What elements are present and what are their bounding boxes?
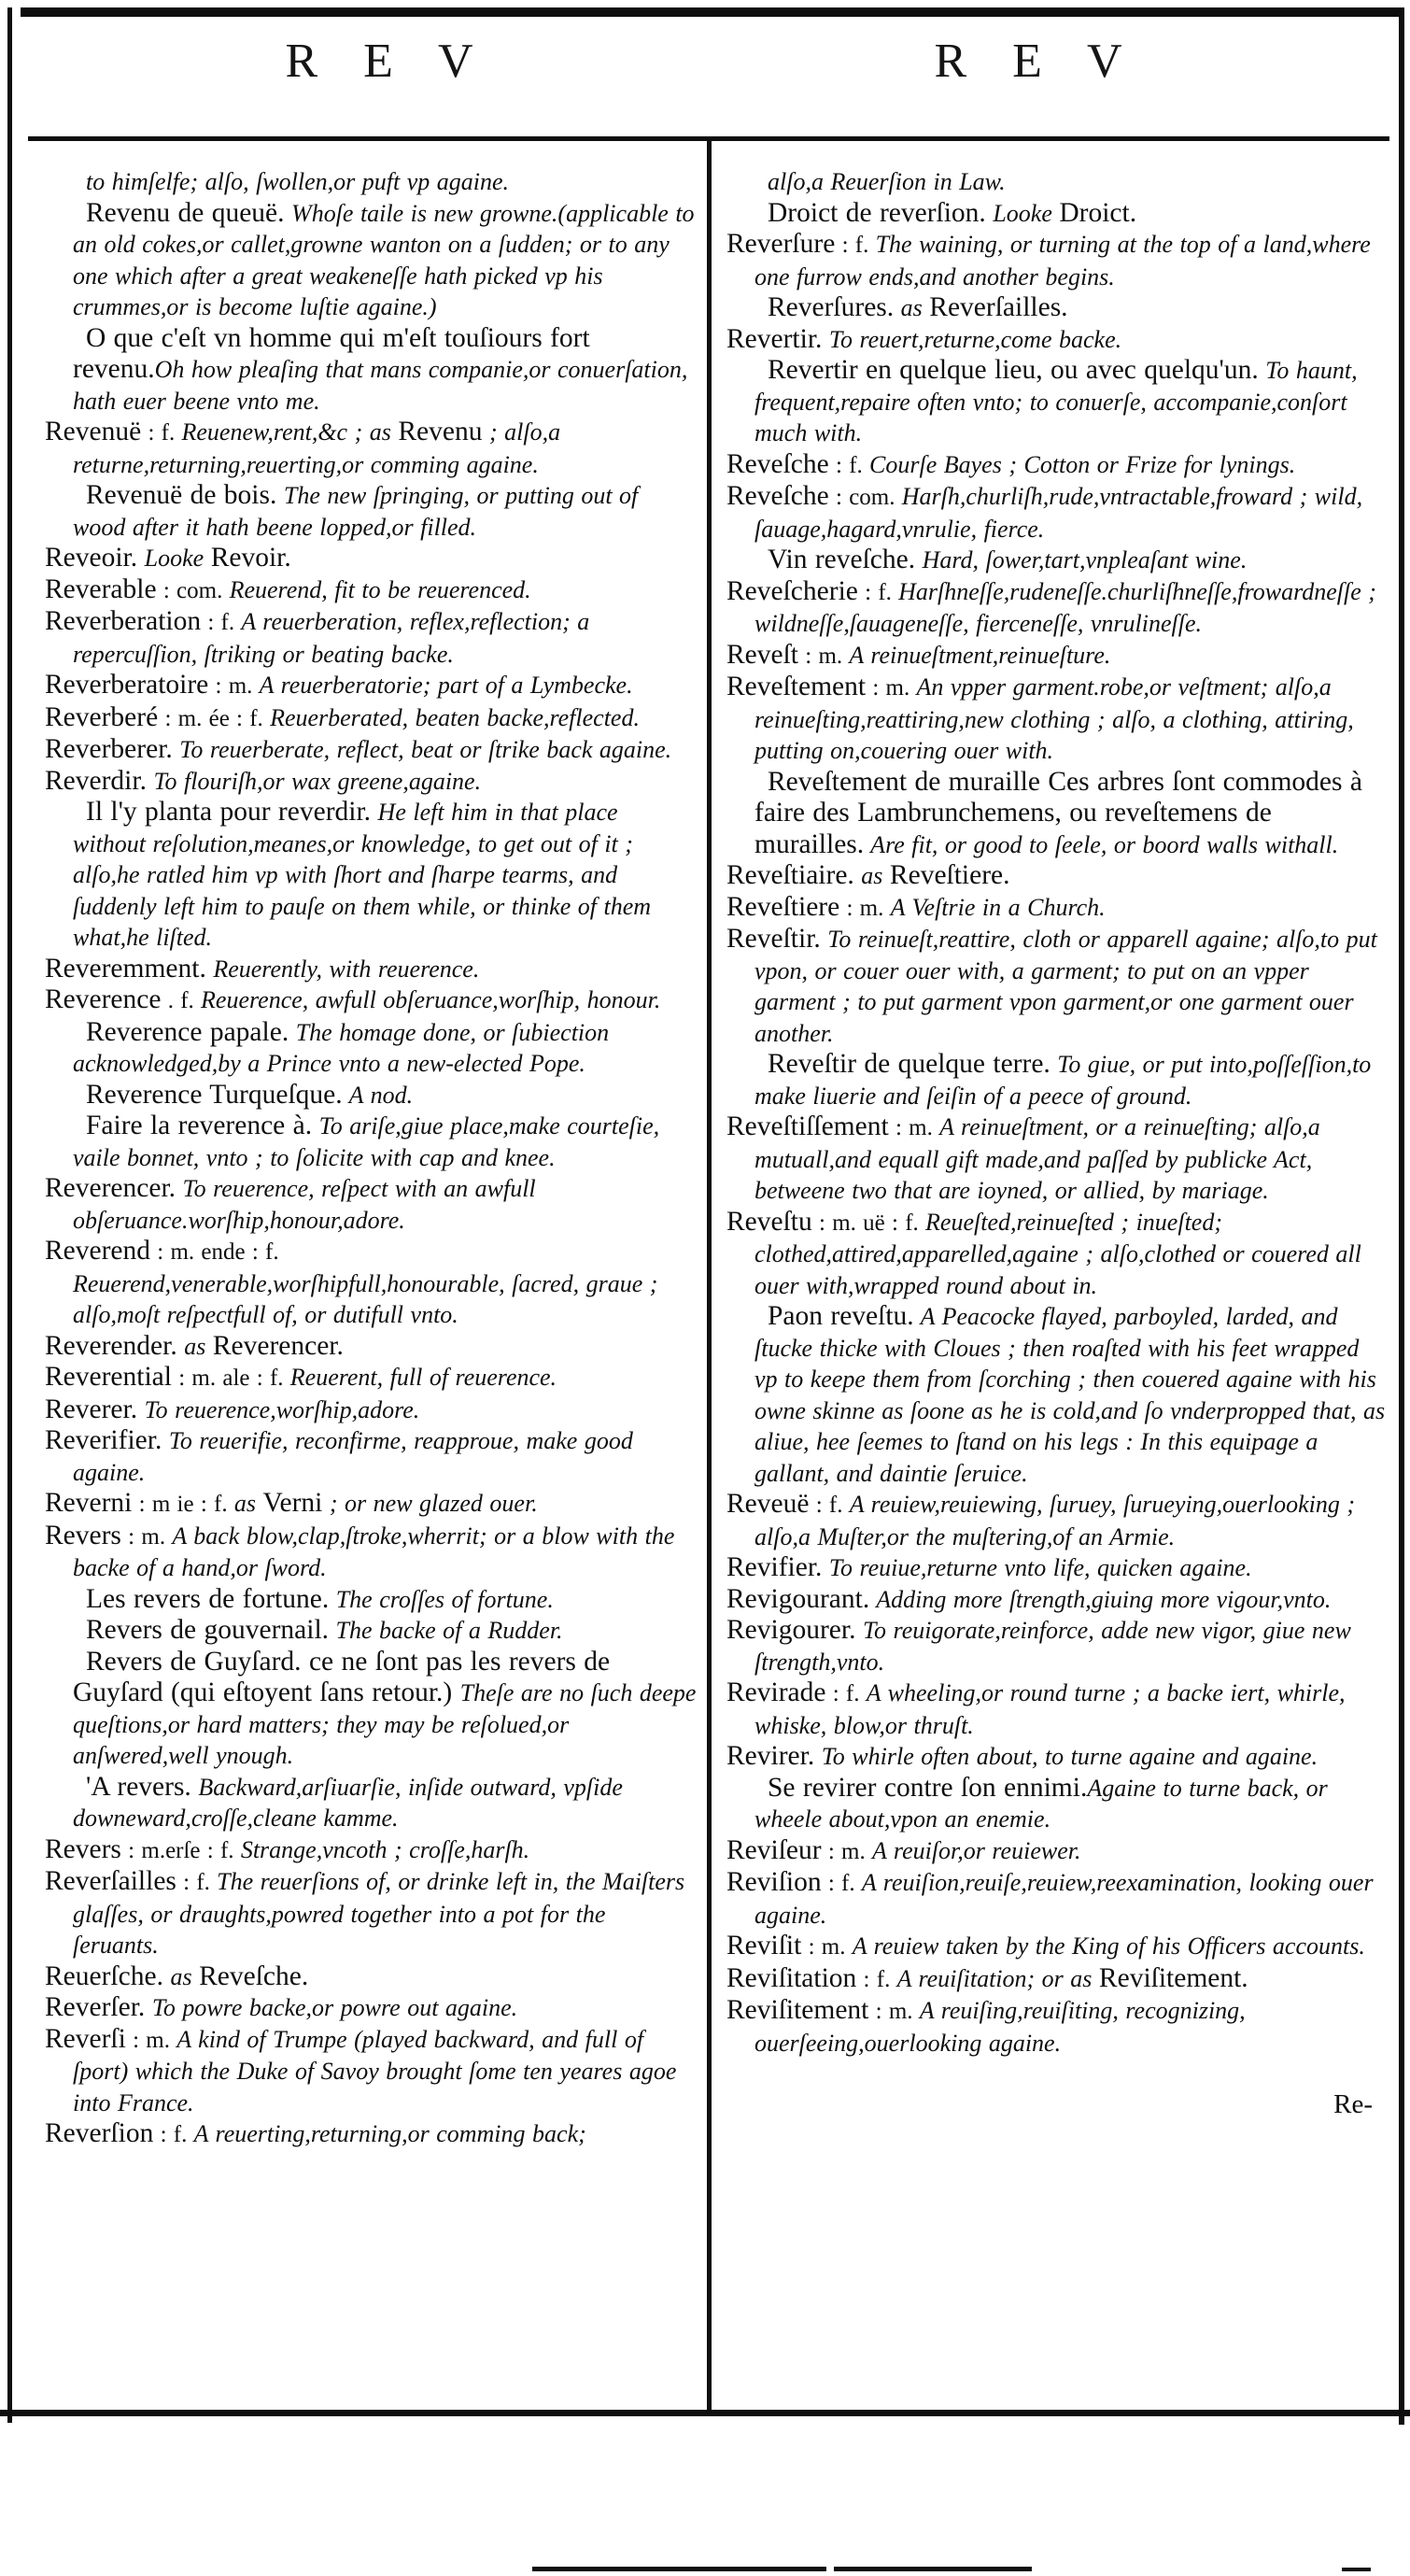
entry-segment: Reuerberated, beaten backe,reflected. <box>270 703 640 731</box>
entry-segment: To flouriſh,or wax greene,againe. <box>146 767 482 795</box>
dictionary-entry <box>726 545 1386 576</box>
entry-segment: ; alſo,a returne,returning,reuerting,or comming againe. <box>73 418 561 478</box>
dictionary-entry <box>45 1521 697 1584</box>
entry-segment: : m. <box>125 2027 177 2053</box>
entry-segment: Reveſtement <box>726 672 867 701</box>
entry-segment: Reviſit <box>726 1931 802 1960</box>
entry-segment: Reverſure <box>726 229 836 259</box>
entry-segment: Reuenew,rent,&c ; as <box>181 418 399 446</box>
entry-segment: Reverſures. <box>768 292 895 322</box>
entry-segment: Revenuë <box>45 417 142 446</box>
dictionary-entry <box>726 1835 1386 1868</box>
entry-segment: Are fit, or good to ſeele, or boord walls withall. <box>864 830 1339 858</box>
entry-segment: A Peacocke flayed, parboyled, larded, and ſtucke thicke with Cloues ; then roaſted with his feet wrapped vp to keepe them from ſcorching ; then couered againe with his owne skinne as ſoone as he is cold,and ſo vnderpropped that, as aliue, hee ſeemes to ſtand on his legs : In this equipage a gallant, and daintie ſeruice. <box>754 1303 1386 1487</box>
entry-segment: : com. <box>156 577 230 603</box>
entry-segment: Reverence <box>45 984 162 1014</box>
entry-segment: A back blow,clap,ſtroke,wherrit; or a blow with the backe of a hand,or ſword. <box>73 1522 675 1581</box>
right-border <box>1399 13 1404 2425</box>
dictionary-entry <box>45 1425 697 1488</box>
dictionary-entry <box>45 797 697 954</box>
entry-segment: Reveſtiaire. <box>726 860 854 890</box>
entry-segment: Revers <box>45 1833 121 1864</box>
entry-segment: Reverberatoire <box>45 670 209 700</box>
entry-segment: Revers de gouvernail. <box>86 1615 330 1645</box>
entry-segment: Revirer. <box>726 1741 815 1771</box>
entry-segment: Revers <box>45 1520 121 1550</box>
entry-segment: : m. <box>120 1523 173 1550</box>
entry-segment: : m. <box>839 895 891 921</box>
entry-segment: Vin reveſche. <box>768 545 916 574</box>
dictionary-entry <box>726 1207 1386 1302</box>
dictionary-entry <box>726 1677 1386 1741</box>
dictionary-entry <box>45 1647 697 1772</box>
entry-segment: Reveſtir de quelque terre. <box>768 1049 1050 1079</box>
entry-segment: : m. ende : f. <box>150 1239 279 1265</box>
entry-segment: : f. <box>201 610 242 635</box>
entry-segment: Theſe are no ſuch deepe queſtions,or hard matters; they may be reſolued,or anſwered,well ynough. <box>73 1679 697 1769</box>
dictionary-entry <box>726 1301 1386 1489</box>
dictionary-entry <box>726 1489 1386 1552</box>
dictionary-entry <box>45 954 697 985</box>
entry-segment: Reuerſche. <box>45 1960 163 1991</box>
entry-segment: : f. <box>153 2122 194 2147</box>
entry-segment: A kind of Trumpe (played backward, and full of ſport) which the Duke of Savoy brought ſome ten yeares agoe into France. <box>73 2025 677 2116</box>
entry-segment: A reuiſing,reuiſiting, recognizing, ouerſeeing,ouerlooking againe. <box>754 1997 1246 2057</box>
scan-artifact-line <box>532 2567 826 2571</box>
entry-segment: To reuert,returne,come backe. <box>822 325 1122 353</box>
top-rule <box>21 7 1404 17</box>
dictionary-entry <box>45 1866 697 1961</box>
entry-segment: Faire la reverence à. <box>86 1111 313 1140</box>
dictionary-entry <box>45 323 697 418</box>
entry-segment: : f. <box>809 1493 850 1518</box>
scan-artifact-line <box>1342 2568 1371 2571</box>
dictionary-entry <box>726 1963 1386 1996</box>
entry-segment: Reveſche <box>726 448 829 479</box>
dictionary-entry <box>726 481 1386 545</box>
entry-segment: as <box>162 1962 200 1990</box>
entry-segment: : m. <box>888 1115 940 1140</box>
entry-segment: Reveſche <box>726 481 829 511</box>
entry-segment: Les revers de fortune. <box>86 1583 330 1614</box>
entry-segment: A wheeling,or round turne ; a backe iert, whirle, whiske, blow,or thruſt. <box>754 1679 1346 1739</box>
entry-segment: A reinueſtment, or a reinueſting; alſo,a mutuall,and equall gift made,and paſſed by publicke Act, betweene two that are ioyned, or allied, by mariage. <box>754 1113 1320 1204</box>
entry-segment: Strange,vncoth ; croſſe,harſh. <box>240 1835 530 1863</box>
entry-segment: as <box>894 294 930 321</box>
running-head-right: R E V <box>934 35 1139 88</box>
dictionary-entry <box>726 860 1386 892</box>
entry-segment: Reueſted,reinueſted ; inueſted; clothed,attired,apparelled,againe ; alſo,clothed or couered all ouer with,wrapped round about in. <box>754 1208 1361 1299</box>
entry-segment: Reverencer. <box>45 1173 176 1203</box>
entry-segment: Backward,arſiuarſie, inſide outward, vpſide downeward,croſſe,cleane kamme. <box>73 1773 623 1832</box>
dictionary-entry <box>726 1111 1386 1207</box>
dictionary-entry <box>45 1362 697 1394</box>
dictionary-entry <box>726 324 1386 356</box>
dictionary-entry <box>45 1173 697 1236</box>
dictionary-entry <box>726 229 1386 292</box>
entry-segment: Revifier. <box>726 1552 823 1582</box>
entry-segment: Againe to turne back, or wheele about,vpon an enemie. <box>754 1774 1328 1833</box>
dictionary-entry <box>45 734 697 766</box>
dictionary-entry <box>726 198 1386 230</box>
entry-segment: Reveſtiere. <box>889 860 1010 890</box>
entry-segment: : f. <box>835 233 876 258</box>
entry-segment: Reverni <box>45 1488 133 1518</box>
entry-segment: Adding more ſtrength,giuing more vigour,vnto. <box>869 1585 1332 1613</box>
entry-segment: Reveoir. <box>45 543 138 573</box>
dictionary-entry <box>726 1741 1386 1773</box>
dictionary-entry <box>45 198 697 323</box>
entry-segment: Harſhneſſe,rudeneſſe.churliſhneſſe,frowardneſſe ; wildneſſe,ſauageneſſe, fierceneſſe, vnrulineſſe. <box>754 577 1376 637</box>
column-right <box>726 166 1386 2120</box>
dictionary-entry <box>45 606 697 670</box>
entry-segment: Reverence Turqueſque. <box>86 1079 343 1110</box>
entry-segment: Looke <box>137 545 211 572</box>
dictionary-entry <box>726 892 1386 925</box>
entry-segment: A reuiew taken by the King of his Officers accounts. <box>852 1932 1365 1960</box>
entry-segment: To whirle often about, to turne againe and againe. <box>814 1743 1318 1770</box>
entry-segment: : m. <box>801 1934 853 1960</box>
dictionary-entry <box>45 1834 697 1867</box>
dictionary-entry <box>726 672 1386 767</box>
entry-segment: Reverſi <box>45 2023 126 2054</box>
dictionary-entry <box>45 670 697 702</box>
entry-segment: Reviſeur <box>726 1834 822 1865</box>
entry-segment: Revertir en quelque lieu, ou avec quelqu'un. <box>768 355 1259 385</box>
entry-segment: A reuiſion,reuiſe,reuiew,reexamination, looking ouer againe. <box>754 1869 1374 1929</box>
dictionary-entry <box>45 1772 697 1834</box>
dictionary-entry <box>45 702 697 735</box>
entry-segment: : m. <box>866 675 917 701</box>
entry-segment: : com. <box>828 485 902 510</box>
entry-segment: Revigourant. <box>726 1583 870 1614</box>
entry-segment: Hard, ſower,tart,vnpleaſant wine. <box>915 546 1248 573</box>
entry-segment: Reviſion <box>726 1867 822 1897</box>
entry-segment: Se revirer contre ſon ennimi. <box>768 1772 1088 1803</box>
dictionary-entry <box>726 767 1386 861</box>
dictionary-entry <box>45 1615 697 1647</box>
dictionary-entry <box>45 1992 697 2024</box>
entry-segment: : m. ale : f. <box>171 1366 290 1391</box>
entry-segment: Il l'y planta pour reverdir. <box>86 797 372 827</box>
entry-segment: To reuerence,worſhip,adore. <box>137 1395 420 1423</box>
entry-segment: Reverential <box>45 1362 172 1392</box>
entry-segment: Reveſcherie <box>726 575 858 606</box>
entry-segment: To ariſe,giue place,make courteſie, vaile bonnet, vnto ; to ſolicite with cap and knee. <box>73 1112 660 1171</box>
entry-segment: Reverend <box>45 1236 151 1266</box>
entry-segment: alſo,a Reuerſion in Law. <box>768 168 1006 195</box>
entry-segment: : m.erſe : f. <box>120 1837 241 1863</box>
dictionary-entry <box>45 1017 697 1080</box>
entry-segment: Reviſitement. <box>1098 1962 1248 1993</box>
dictionary-entry <box>45 1584 697 1616</box>
entry-segment: Revers de Guyſard. <box>86 1646 302 1677</box>
entry-segment: A reuerberatorie; part of a Lymbecke. <box>259 672 633 699</box>
entry-segment: Reverence papale. <box>86 1016 289 1047</box>
entry-segment: Reveuë <box>726 1489 810 1519</box>
entry-segment: To reuerence, reſpect with an awfull obſeruance.worſhip,honour,adore. <box>73 1175 536 1234</box>
dictionary-entry <box>726 1584 1386 1616</box>
entry-segment: Revigourer. <box>726 1615 856 1645</box>
entry-segment: Reviſitation <box>726 1962 857 1993</box>
entry-segment: The new ſpringing, or putting out of wood after it hath beene lopped,or filled. <box>73 482 639 541</box>
entry-segment: : m ie : f. <box>132 1492 234 1517</box>
entry-segment: Reverberé <box>45 701 159 732</box>
entry-segment: To reuiue,returne vnto life, quicken againe. <box>822 1554 1252 1581</box>
entry-segment: Reviſitement <box>726 1995 869 2025</box>
entry-segment: Paon reveſtu. <box>768 1301 914 1331</box>
entry-segment: The homage done, or ſubiection acknowledged,by a Prince vnto a new-elected Pope. <box>73 1018 610 1077</box>
entry-segment: Reveſtir. <box>726 924 821 954</box>
entry-segment: The croſſes of fortune. <box>329 1585 554 1613</box>
dictionary-entry <box>726 449 1386 482</box>
entry-segment: Reveſche. <box>199 1960 309 1991</box>
entry-segment: : f. <box>856 1966 897 1992</box>
entry-segment: He left him in that place without reſolution,meanes,or knowledge, to get out of it ; alſo,he ratled him vp with ſhort and ſharpe tearms, and ſuddenly left him to pauſe on them while, or thinke of them what,he liſted. <box>73 799 652 951</box>
entry-segment: To giue, or put into,poſſeſſion,to make liuerie and ſeiſin of a peece of ground. <box>754 1051 1372 1110</box>
entry-segment: Oh how pleaſing that mans companie,or conuerſation, hath euer beene vnto me. <box>73 356 688 415</box>
entry-segment: : f. <box>141 420 182 446</box>
dictionary-entry <box>726 1867 1386 1931</box>
entry-segment: ; or new glazed ouer. <box>322 1490 538 1517</box>
entry-segment: A reuiew,reuiewing, ſuruey, ſurueying,ouerlooking ; alſo,a Muſter,or the muſtering,of an Armie. <box>754 1491 1355 1550</box>
entry-segment: : m. <box>868 1999 920 2024</box>
dictionary-entry <box>45 166 697 198</box>
entry-segment: A Veſtrie in a Church. <box>890 893 1106 921</box>
entry-segment: Reverifier. <box>45 1425 162 1455</box>
scan-artifact-line <box>834 2567 1032 2571</box>
entry-segment: Reveſtiſſement <box>726 1111 889 1141</box>
dictionary-entry <box>726 1931 1386 1963</box>
entry-segment: : m. ée : f. <box>158 705 271 731</box>
entry-segment: Reveſtement de muraille Ces arbres ſont commodes à faire des Lambrunchemens, ou reveſtemens de murailles. <box>754 766 1362 859</box>
entry-segment: Revoir. <box>210 543 291 573</box>
entry-segment: To reuigorate,reinforce, adde new vigor, giue new ſtrength,vnto. <box>754 1617 1351 1676</box>
entry-segment: : f. <box>825 1681 867 1706</box>
entry-segment: Droict. <box>1059 197 1137 228</box>
entry-segment: : f. <box>828 452 870 478</box>
dictionary-entry <box>726 1773 1386 1835</box>
dictionary-entry <box>45 1080 697 1111</box>
entry-segment: Revenu de queuë. <box>86 197 285 228</box>
dictionary-entry <box>45 1111 697 1173</box>
entry-segment: to himſelfe; alſo, ſwollen,or puft vp againe. <box>86 168 510 195</box>
entry-segment: Courſe Bayes ; Cotton or Frize for lynings. <box>869 450 1296 478</box>
entry-segment: The waining, or turning at the top of a land,where one furrow ends,and another begins. <box>754 231 1371 290</box>
entry-segment: Reverdir. <box>45 765 147 796</box>
entry-segment: Reverable <box>45 573 157 604</box>
entry-segment: Reveſtu <box>726 1206 812 1237</box>
entry-segment: O que c'eſt vn homme qui m'eſt touſiours fort revenu. <box>73 322 590 384</box>
entry-segment: A reuerberation, reflex,reflection; a repercuſſion, ſtriking or beating backe. <box>73 608 590 668</box>
entry-segment: ce ne ſont pas les revers de Guyſard (qui eſtoyent ſans retour.) <box>73 1646 611 1707</box>
entry-segment: as <box>176 1332 213 1360</box>
dictionary-entry <box>45 1488 697 1521</box>
entry-segment: Verni <box>262 1488 323 1518</box>
entry-segment: Reverſion <box>45 2118 154 2148</box>
entry-segment: Reuerent, full of reuerence. <box>289 1364 557 1391</box>
entry-segment: : m. <box>821 1838 872 1864</box>
entry-segment: A reuerting,returning,or comming back; <box>193 2120 586 2147</box>
entry-segment: Revenuë de bois. <box>86 480 277 510</box>
entry-segment: Revirade <box>726 1677 826 1707</box>
entry-segment: : m. <box>798 643 850 669</box>
entry-segment: Reveremment. <box>45 953 206 984</box>
dictionary-entry <box>45 480 697 543</box>
dictionary-entry <box>45 543 697 574</box>
entry-segment: : f. <box>857 579 899 605</box>
entry-segment: . f. <box>161 988 202 1013</box>
dictionary-entry <box>726 355 1386 449</box>
entry-segment: A reinueſtment,reinueſture. <box>849 641 1111 669</box>
dictionary-entry <box>45 574 697 607</box>
entry-segment: Reverſailles <box>45 1866 176 1896</box>
entry-segment: Revertir. <box>726 323 823 354</box>
dictionary-entry <box>45 1331 697 1363</box>
entry-segment: as <box>233 1490 263 1517</box>
entry-segment: A nod. <box>342 1081 414 1109</box>
entry-segment: To reuerifie, reconfirme, reapproue, make good againe. <box>73 1427 633 1486</box>
column-left <box>45 166 697 2151</box>
dictionary-entry <box>726 1049 1386 1111</box>
entry-segment: Looke <box>985 199 1060 227</box>
entry-segment: Reverſer. <box>45 1992 146 2022</box>
dictionary-entry <box>45 417 697 480</box>
entry-segment: To haunt, frequent,repaire often vnto; to conuerſe, accompanie,conſort much with. <box>754 357 1358 446</box>
entry-segment: Reuerend,venerable,worſhipfull,honourable, ſacred, graue ; alſo,moſt reſpectfull of, or dutifull vnto. <box>73 1269 658 1328</box>
dictionary-entry <box>726 166 1386 198</box>
left-border <box>7 7 12 2423</box>
dictionary-entry <box>45 1961 697 1993</box>
bottom-rule <box>0 2410 1410 2416</box>
entry-segment: A reuiſitation; or as <box>896 1964 1099 1992</box>
entry-segment: Revenu <box>398 417 483 446</box>
entry-segment: Reverſailles. <box>929 292 1068 322</box>
column-divider <box>707 141 712 2414</box>
entry-segment: : m. <box>208 673 260 699</box>
entry-segment: : f. <box>821 1871 862 1896</box>
dictionary-entry <box>45 984 697 1017</box>
entry-segment: Reveſt <box>726 639 799 670</box>
dictionary-entry <box>45 2118 697 2151</box>
catchword: Re- <box>1333 2089 1373 2119</box>
entry-segment: 'A revers. <box>86 1771 191 1802</box>
entry-segment: Reuerently, with reuerence. <box>205 955 480 983</box>
entry-segment: Reuerend, fit to be reuerenced. <box>229 575 531 603</box>
dictionary-entry <box>45 2024 697 2119</box>
dictionary-entry <box>45 1236 697 1331</box>
running-head-left: R E V <box>285 35 490 88</box>
entry-segment: : f. <box>176 1870 218 1895</box>
dictionary-entry <box>726 292 1386 324</box>
dictionary-entry <box>726 1995 1386 2059</box>
entry-segment: Whoſe taile is new growne.(applicable to an old cokes,or callet,growne wanton on a ſudden; or to any one which after a great weakeneſſe hath picked vp his crummes,or is become luſtie againe.) <box>73 199 695 320</box>
entry-segment: To reinueſt,reattire, cloth or apparell againe; alſo,to put vpon, or couer ouer with, a garment; to put on an vpper garment ; to put garment vpon garment,or one garment ouer another. <box>754 926 1377 1047</box>
dictionary-entry <box>45 1394 697 1426</box>
entry-segment: Reverencer. <box>212 1330 344 1361</box>
dictionary-entry <box>45 766 697 798</box>
entry-segment: Droict de reverſion. <box>768 197 986 228</box>
entry-segment: : m. uë : f. <box>811 1210 926 1236</box>
entry-segment: The reuerſions of, or drinke left in, the Maiſters glaſſes, or draughts,powred together into a pot for the ſeruants. <box>73 1868 685 1959</box>
entry-segment: To powre backe,or powre out againe. <box>145 1994 518 2021</box>
dictionary-entry <box>726 576 1386 640</box>
entry-segment: A reuiſor,or reuiewer. <box>872 1836 1081 1864</box>
entry-segment: To reuerberate, reflect, beat or ſtrike back againe. <box>172 736 672 763</box>
entry-segment: The backe of a Rudder. <box>329 1617 563 1644</box>
entry-segment: Reuerence, awfull obſeruance,worſhip, honour. <box>201 986 661 1013</box>
entry-segment: Harſh,churliſh,rude,vntractable,froward ; wild, ſauage,hagard,vnrulie, fierce. <box>754 483 1363 543</box>
dictionary-entry <box>726 1552 1386 1584</box>
entry-segment: Reverender. <box>45 1330 177 1361</box>
entry-segment: Reverberation <box>45 606 202 636</box>
entry-segment: Reverer. <box>45 1394 138 1424</box>
entry-segment: Reveſtiere <box>726 891 840 922</box>
entry-segment: Reverberer. <box>45 734 173 764</box>
dictionary-entry <box>726 924 1386 1049</box>
entry-segment: An vpper garment.robe,or veſtment; alſo,a reinueſting,reattiring,new clothing ; alſo, a clothing, attiring, putting on,couering ouer with. <box>754 673 1354 764</box>
entry-segment: as <box>853 862 890 889</box>
dictionary-entry <box>726 1615 1386 1677</box>
dictionary-entry <box>726 640 1386 672</box>
